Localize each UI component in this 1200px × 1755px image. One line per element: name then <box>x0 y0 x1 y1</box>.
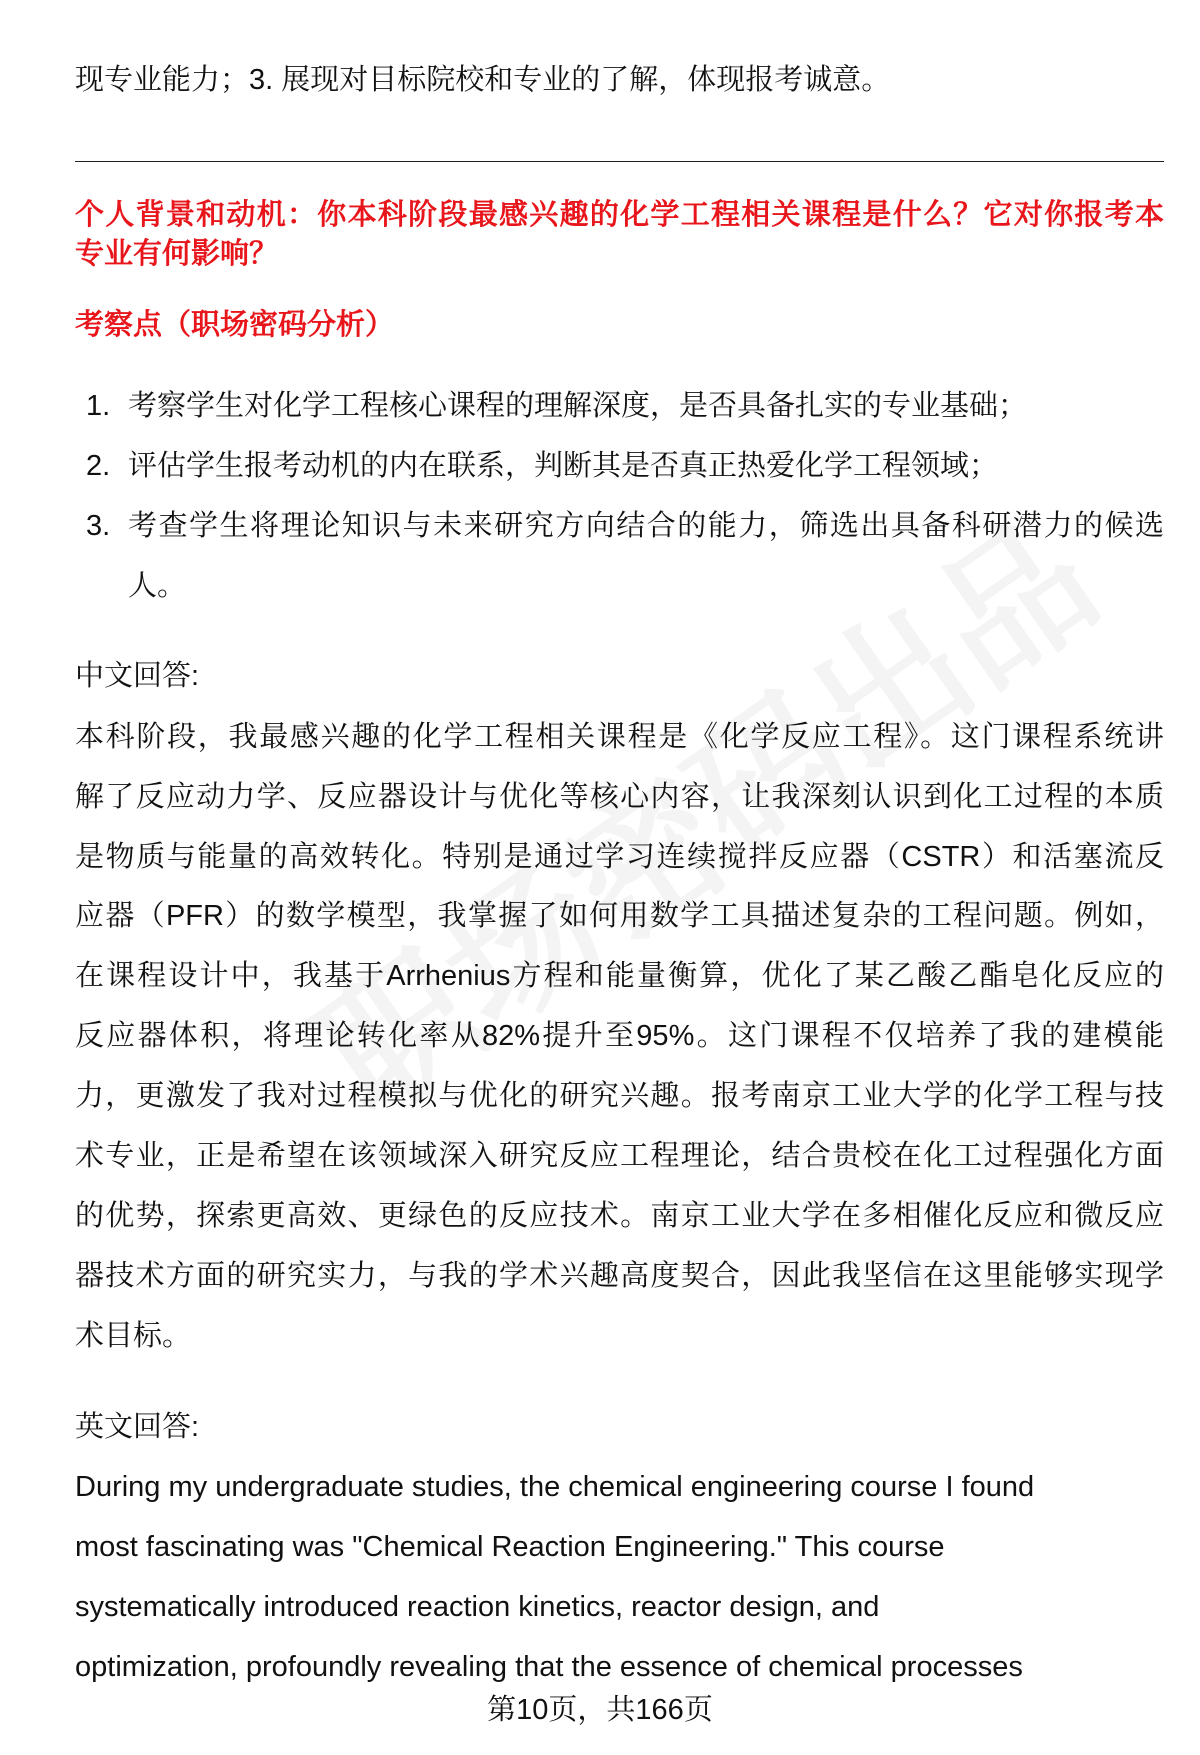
paragraph-line: 是物质与能量的高效转化。特别是通过学习连续搅拌反应器（CSTR）和活塞流反 <box>75 841 1164 873</box>
intro-tail-text: 现专业能力；3. 展现对目标院校和专业的了解，体现报考诚意。 <box>75 64 891 96</box>
list-item-continuation: 人。 <box>128 570 187 602</box>
section-divider <box>75 161 1164 162</box>
paragraph-line: 力，更激发了我对过程模拟与优化的研究兴趣。报考南京工业大学的化学工程与技 <box>75 1080 1164 1112</box>
list-number: 1. <box>86 390 111 422</box>
analysis-title: 考察点（职场密码分析） <box>75 309 395 341</box>
paragraph-line: 术专业，正是希望在该领域深入研究反应工程理论，结合贵校在化工过程强化方面 <box>75 1140 1164 1172</box>
paragraph-line: 器技术方面的研究实力，与我的学术兴趣高度契合，因此我坚信在这里能够实现学 <box>75 1260 1164 1292</box>
paragraph-line: 解了反应动力学、反应器设计与优化等核心内容，让我深刻认识到化工过程的本质 <box>75 781 1164 813</box>
question-heading-line-2: 专业有何影响？ <box>75 238 279 270</box>
paragraph-line: most fascinating was "Chemical Reaction Engineering." This course <box>75 1531 945 1563</box>
paragraph-line: During my undergraduate studies, the chemical engineering course I found <box>75 1471 1035 1503</box>
list-number: 3. <box>86 510 111 542</box>
list-item: 评估学生报考动机的内在联系，判断其是否真正热爱化学工程领域； <box>128 450 999 482</box>
list-number: 2. <box>86 450 111 482</box>
chinese-answer-label: 中文回答: <box>75 660 200 692</box>
paragraph-line: 的优势，探索更高效、更绿色的反应技术。南京工业大学在多相催化反应和微反应 <box>75 1200 1164 1232</box>
paragraph-line: 应器（PFR）的数学模型，我掌握了如何用数学工具描述复杂的工程问题。例如， <box>75 900 1164 932</box>
paragraph-line: optimization, profoundly revealing that the essence of chemical processes <box>75 1651 1023 1683</box>
paragraph-line: 术目标。 <box>75 1320 192 1352</box>
page-number-footer: 第10页，共166页 <box>487 1694 713 1726</box>
paragraph-line: systematically introduced reaction kinetics, reactor design, and <box>75 1591 880 1623</box>
english-answer-label: 英文回答: <box>75 1411 200 1443</box>
paragraph-line: 反应器体积，将理论转化率从82%提升至95%。这门课程不仅培养了我的建模能 <box>75 1020 1164 1052</box>
list-item: 考察学生对化学工程核心课程的理解深度，是否具备扎实的专业基础； <box>128 390 1028 422</box>
question-heading-line-1: 个人背景和动机：你本科阶段最感兴趣的化学工程相关课程是什么？它对你报考本 <box>75 199 1164 231</box>
paragraph-line: 在课程设计中，我基于Arrhenius方程和能量衡算，优化了某乙酸乙酯皂化反应的 <box>75 960 1164 992</box>
list-item: 考查学生将理论知识与未来研究方向结合的能力，筛选出具备科研潜力的候选 <box>128 510 1164 542</box>
paragraph-line: 本科阶段，我最感兴趣的化学工程相关课程是《化学反应工程》。这门课程系统讲 <box>75 721 1164 753</box>
